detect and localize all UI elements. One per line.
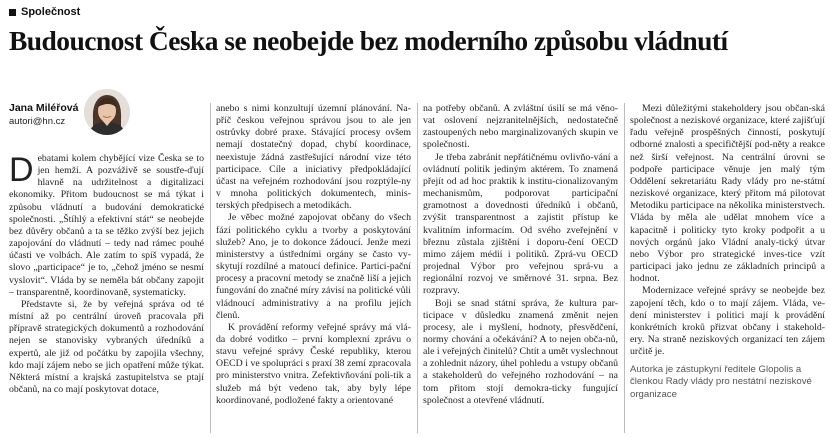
paragraph: Mezi důležitými stakeholdery jsou občan-ská společnost a neziskové organizace, které zajišťují řadu veřejně prospěšných činností, poskytují odborné znalosti a specifičtější pod-něty a reakce než širší veřejnost. Na centrální úrovni se podpoře participace věnuje jen malý tým Oddělení sekretariátu Rady vlády pro ne-státní neziskové organizace, který přitom má pilotovat Metodiku participace na několika ministerstvech. Vláda by měla ale udělat mnohem více a kapacitně i politicky tyto kroky podpořit a u nových orgánů jako Vládní analy-tický útvar nebo Výbor pro strategické inves-tice vzít participaci jako jednu ze základních principů a hodnot. bbox=[630, 103, 825, 285]
paragraph: Modernizace veřejné správy se neobejde bez zapojení těch, kdo o to mají zájem. Vláda, ve-dení ministerstev i politici mají k provádění konkrétních kroků přizvat občany i stakehold-ery. Na straně neziskových organizací ten zájem určitě je. bbox=[630, 285, 825, 358]
drop-cap: D bbox=[9, 153, 34, 189]
paragraph: ebatami kolem chybějící vize Česka se to jen hemží. A pozváživě se soustře-ďují hlavně na udržitelnost a digitalizaci ekonomiky. Přitom budoucnost se má týkat i způsobu vládnutí a budování demokratické společnosti. „Štíhlý a efektivní stát“ se neobejde bez důvěry občanů a ta se těžko zvýší bez jejich zapojování do vládnutí – tedy nad rámec pouhé účasti ve volbách. Ale zatím to spíš vypadá, že slovo „participace“ je to, „čehož jméno se nesmí vyslovit“. Vláda by se neměla bát občany zapojit – transparentně, koordinovaně, systematicky. bbox=[9, 153, 204, 298]
section-label bbox=[9, 6, 80, 18]
author-email: autori@hn.cz bbox=[9, 116, 66, 127]
column-divider bbox=[624, 103, 625, 433]
article-column-3 bbox=[423, 103, 618, 437]
article-column-4 bbox=[630, 103, 825, 437]
paragraph: K provádění reformy veřejné správy má vlá-da dobré voditko – první komplexní zprávu o stavu veřejné správy České republiky, kterou OECD i ve spolupráci s praxí 38 zemí zpracovala pro ministerstvo vnitra. Zefektivňování poli-tik a služeb má být vedeno tak, aby byly lépe koordinované, podložené fakty a orientované bbox=[216, 321, 411, 406]
author-note: Autorka je zástupkyní ředitele Glopolis a členkou Rady vlády pro nestátní neziskové organizace bbox=[630, 364, 812, 400]
paragraph: Je třeba zabránit nepřátičnému ovlivňo-vání a ovládnutí politik jediným aktérem. To znamená přejít od ad hoc praktik k institu-cionalizovaným mechanismům, podporovat participační gramotnost a dovednosti úředníků i občanů, zvýšit transparentnost a zajistit přístup ke kvalitním informacím. Od svého zveřejnění v březnu zůstala zjištění i doporu-čení OECD mimo zájem médií i politiků. Zprá-vu OECD projednal Výbor pro veřejnou sprá-vu a regionální rozvoj ve směrnové 31. srpna. Bez rozpravy. bbox=[423, 151, 618, 297]
article-column-1 bbox=[9, 153, 204, 437]
paragraph: Představte si, že by veřejná správa od té místní až po centrální úroveň pracovala při přípravě strategických dokumentů a rozhodování nejen se stanovisky vybraných úředníků a expertů, ale již od počátku by zapojila všechny, kdo mají zájem nebo se jich opatření může týkat. Některá místní a krajská zastupitelstva se ptají občanů, na co mají poskytovat dotace, bbox=[9, 298, 204, 395]
author-portrait-icon bbox=[84, 89, 130, 135]
paragraph: Boji se snad státní správa, že kultura par-ticipace v důsledku znamená změnit nejen procesy, ale i myšlení, hodnoty, přesvědčení, normy chování a očekávání? A to nejen obča-nů, ale i veřejných činitelů? Chtít a umět vyslechnout a zohlednit názory, úhel pohledu a vstupy občanů a stakeholderů do veřejného rozhodování – na tom přitom stojí demokra-ticky fungující společnost a otevřené vládnutí. bbox=[423, 297, 618, 406]
article-column-2 bbox=[216, 103, 411, 437]
section-name: Společnost bbox=[21, 6, 81, 18]
column-divider bbox=[417, 103, 418, 433]
column-divider bbox=[210, 103, 211, 433]
byline bbox=[9, 102, 78, 128]
author-name: Jana Miléřová bbox=[9, 102, 79, 114]
author-portrait bbox=[84, 89, 130, 135]
paragraph: anebo s nimi konzultují územní plánování. Na-příč českou veřejnou správou jsou to ale jen ostrůvky dobré praxe. Stávající procesy ovšem nemají dostatečný dopad, chybí koordinace, neexistuje žádná zastřešující národní vize této participace. Cíle a iniciativy předpokládající účast na veřejném rozhodování jsou rozptýle-ny v mnoha politických dokumentech, minis-terských předpisech a metodikách. bbox=[216, 103, 411, 212]
article-headline: Budoucnost Česka se neobejde bez moderního způsobu vládnutí bbox=[9, 25, 728, 56]
section-bullet-icon bbox=[9, 9, 16, 16]
paragraph: na potřeby občanů. A zvláštní úsilí se má věno-vat oslovení nejzranitelnějších, nedostatečně zastoupených nebo marginalizovaných skupin ve společnosti. bbox=[423, 103, 618, 151]
paragraph: Je věbec možné zapojovat občany do všech fází politického cyklu a tvorby a poskytování služeb? Ano, je to dokonce žádoucí. Jenže mezi ministerstvy a ústředními orgány se často vy-skytují rozdílné a matoucí definice. Partici-pační procesy a pracovní metody se značně liší a jejich fungování do značné míry závisí na politické vůli vládnoucí administrativy a na profilu jejích členů. bbox=[216, 212, 411, 321]
